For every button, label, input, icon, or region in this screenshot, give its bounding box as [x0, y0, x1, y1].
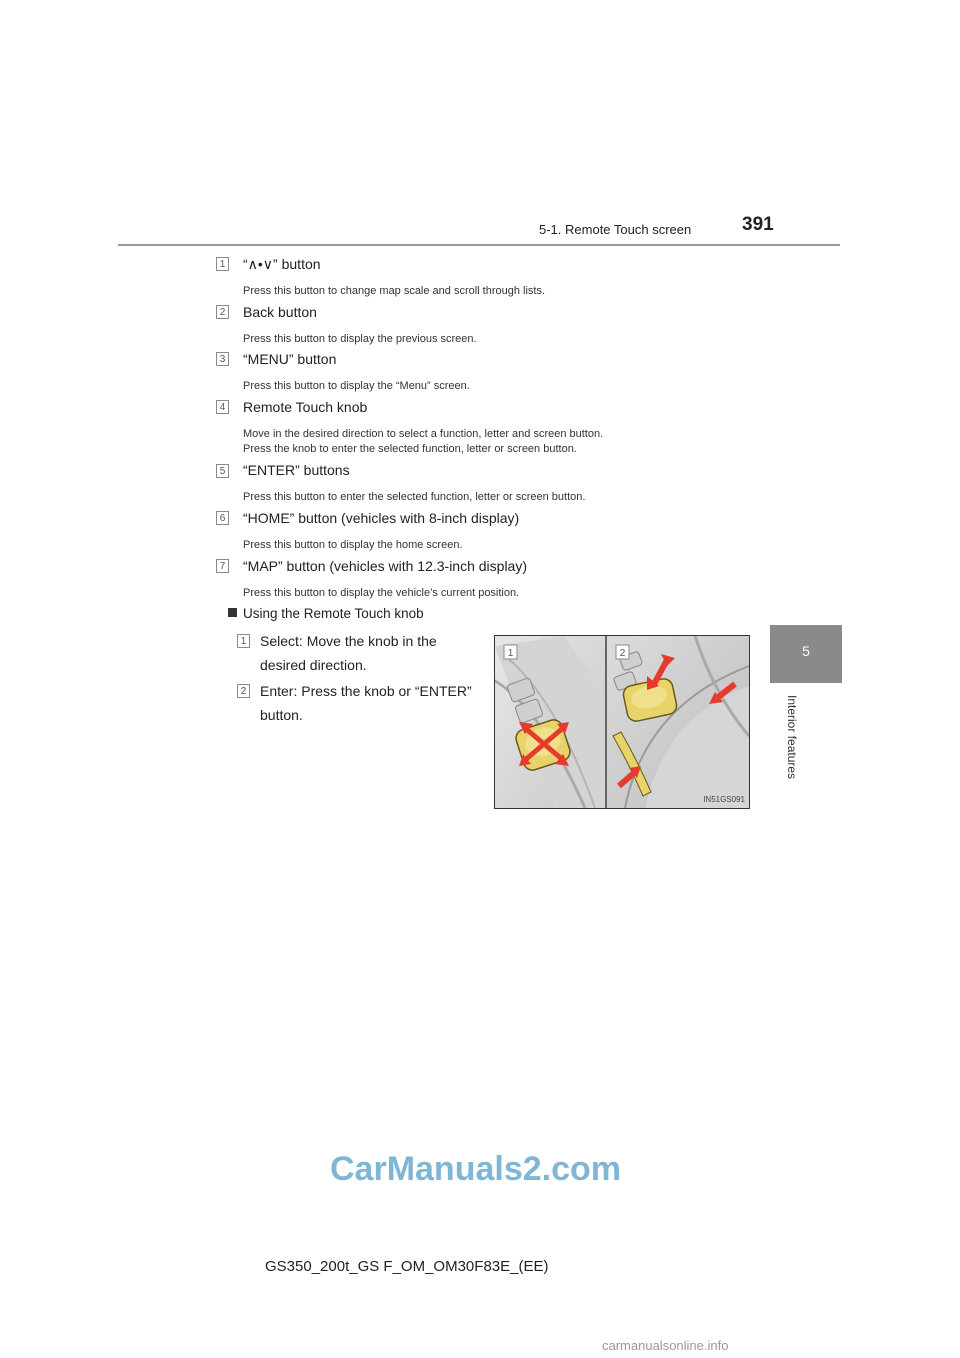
watermark-carmanualsonline: carmanualsonline.info	[602, 1338, 729, 1353]
figure-label-2-box	[616, 645, 629, 659]
figure-label-1-box	[504, 645, 517, 659]
remote-touch-illustration	[494, 635, 750, 809]
item-number-7: 7	[216, 559, 229, 573]
item-desc-4a: Move in the desired direction to select a function, letter and screen button.	[243, 428, 604, 440]
item-desc-4b: Press the knob to enter the selected function, letter or screen button.	[243, 443, 577, 455]
figure-label-2: 2	[619, 648, 626, 659]
section-heading	[228, 606, 424, 621]
figure-label-1: 1	[507, 648, 514, 659]
header-rule	[118, 244, 840, 246]
chapter-label-wrap	[785, 695, 799, 784]
step-text-1a: Select: Move the knob in the	[260, 633, 437, 649]
chapter-number: 5	[802, 643, 810, 659]
item-desc-2: Press this button to display the previous screen.	[243, 333, 477, 345]
page-number: 391	[742, 214, 774, 235]
square-bullet-icon	[228, 608, 237, 617]
item-number-3: 3	[216, 352, 229, 366]
section-heading-text: Using the Remote Touch knob	[243, 606, 424, 621]
step-number-2: 2	[237, 684, 250, 698]
section-title: 5-1. Remote Touch screen	[539, 222, 692, 237]
item-title-1: “∧•∨” button	[243, 256, 321, 272]
item-number-5: 5	[216, 464, 229, 478]
panel-select	[495, 636, 605, 808]
item-title-5: “ENTER” buttons	[243, 462, 350, 478]
item-desc-7: Press this button to display the vehicle’s current position.	[243, 587, 520, 599]
item-desc-1: Press this button to change map scale and scroll through lists.	[243, 285, 546, 297]
item-title-4: Remote Touch knob	[243, 399, 368, 415]
item-number-4: 4	[216, 400, 229, 414]
item-number-6: 6	[216, 511, 229, 525]
panel-enter	[607, 636, 749, 808]
item-number-2: 2	[216, 305, 229, 319]
document-code: GS350_200t_GS F_OM_OM30F83E_(EE)	[265, 1258, 549, 1275]
item-desc-6: Press this button to display the home screen.	[243, 539, 463, 551]
figure-code: IN51GS091	[703, 795, 745, 804]
item-title-2: Back button	[243, 304, 317, 320]
item-number-1: 1	[216, 257, 229, 271]
step-text-2a: Enter: Press the knob or “ENTER”	[260, 683, 472, 699]
item-desc-5: Press this button to enter the selected function, letter or screen button.	[243, 491, 586, 503]
step-text-2b: button.	[260, 707, 303, 723]
item-desc-3: Press this button to display the “Menu” screen.	[243, 380, 470, 392]
item-title-6: “HOME” button (vehicles with 8-inch display)	[243, 510, 520, 526]
watermark-carmanuals2: CarManuals2.com	[330, 1150, 621, 1188]
item-title-7: “MAP” button (vehicles with 12.3-inch display)	[243, 558, 528, 574]
step-number-1: 1	[237, 634, 250, 648]
step-text-1b: desired direction.	[260, 657, 367, 673]
chapter-label: Interior features	[785, 695, 799, 780]
remote-touch-svg	[495, 636, 749, 808]
item-title-3: “MENU” button	[243, 351, 337, 367]
